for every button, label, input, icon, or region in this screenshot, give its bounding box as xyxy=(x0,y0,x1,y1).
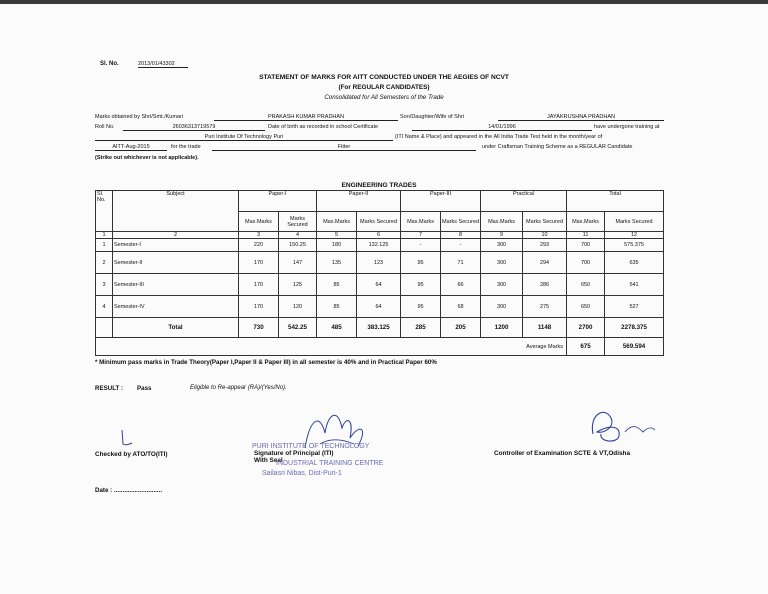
row-sl: 3 xyxy=(96,274,113,296)
marks-table xyxy=(95,190,664,356)
with-seal-label: With Seal xyxy=(254,457,283,464)
marks-secured-header: Marks Secured xyxy=(279,212,317,232)
row-subject: Semester-II xyxy=(113,252,239,274)
row-cell: 95 xyxy=(401,252,441,274)
trade-name: Fitter xyxy=(212,144,476,151)
col-sl-header: Sl. No. xyxy=(96,191,113,232)
table-header-row xyxy=(96,191,664,212)
seal-line-3: Sailasri Nibas, Dist-Puri-1 xyxy=(262,470,342,477)
row-cell: 700 xyxy=(567,252,605,274)
row-cell: 300 xyxy=(481,239,523,252)
total-label: Total xyxy=(113,318,239,338)
seal-line-1: PURI INSTITUTE OF TECHNOLOGY xyxy=(252,443,370,450)
group-practical: Practical xyxy=(481,191,567,212)
max-marks-header: Max.Marks xyxy=(481,212,523,232)
row-cell: - xyxy=(441,239,481,252)
col-number: 1 xyxy=(96,232,113,239)
total-sl-blank xyxy=(96,318,113,338)
group-paper3: Paper-III xyxy=(401,191,481,212)
row-cell: 180 xyxy=(317,239,357,252)
row-cell: 300 xyxy=(481,252,523,274)
row-cell: 170 xyxy=(239,296,279,318)
sl-no-label: Sl. No. xyxy=(100,61,119,67)
row-cell: 220 xyxy=(239,239,279,252)
total-cell: 383.125 xyxy=(357,318,401,338)
dob-label: Date of birth as recorded in school Certificate xyxy=(268,124,379,130)
strike-note: (Strike out whichever is not applicable). xyxy=(95,155,199,161)
sl-no-value: 2013/01/43302 xyxy=(138,61,188,68)
col-subject-header: Subject xyxy=(113,191,239,232)
marks-secured-header: Marks Secured xyxy=(357,212,401,232)
row-cell: 64 xyxy=(357,274,401,296)
col-number: 11 xyxy=(567,232,605,239)
row-cell: 575.375 xyxy=(605,239,664,252)
max-marks-header: Max.Marks xyxy=(317,212,357,232)
row-subject: Semester-IV xyxy=(113,296,239,318)
institute-name: Puri Institute Of Technology Puri xyxy=(95,134,393,141)
training-label: have undergone training at xyxy=(594,124,660,130)
row-cell: 132.125 xyxy=(357,239,401,252)
row-cell: 170 xyxy=(239,252,279,274)
scheme-label: under Craftsman Training Scheme as a REGULAR Candidate xyxy=(482,144,633,150)
row-cell: 125 xyxy=(279,274,317,296)
dob-value: 14/01/1996 xyxy=(412,124,592,131)
row-cell: 85 xyxy=(317,296,357,318)
row-cell: 527 xyxy=(605,296,664,318)
document-subtitle: (For REGULAR CANDIDATES) xyxy=(338,84,430,91)
max-marks-header: Max.Marks xyxy=(567,212,605,232)
eligible-note: Eligible to Re-appear (RA)/(Yes/No). xyxy=(190,385,287,391)
average-label: Average Marks xyxy=(96,338,567,356)
row-cell: 66 xyxy=(441,274,481,296)
row-cell: 635 xyxy=(605,252,664,274)
row-cell: 700 xyxy=(567,239,605,252)
col-number: 2 xyxy=(113,232,239,239)
roll-no-label: Roll No. xyxy=(95,124,115,130)
row-subject: Semester-III xyxy=(113,274,239,296)
col-number: 8 xyxy=(441,232,481,239)
row-cell: 71 xyxy=(441,252,481,274)
average-secured: 569.594 xyxy=(605,338,664,356)
exam-session: AITT-Aug-2015 xyxy=(95,144,167,151)
total-cell: 1148 xyxy=(523,318,567,338)
son-of-label: Son/Daughter/Wife of Shri xyxy=(400,114,464,120)
total-row xyxy=(96,318,664,338)
group-paper1: Paper-I xyxy=(239,191,317,212)
total-cell: 485 xyxy=(317,318,357,338)
row-cell: 286 xyxy=(523,274,567,296)
average-row xyxy=(96,338,664,356)
father-name: JAYAKRUSHNA PRADHAN xyxy=(498,114,664,121)
table-row xyxy=(96,252,664,274)
row-cell: 64 xyxy=(357,296,401,318)
table-row xyxy=(96,274,664,296)
group-paper2: Paper-II xyxy=(317,191,401,212)
row-subject: Semester-I xyxy=(113,239,239,252)
min-pass-note: * Minimum pass marks in Trade Theory(Paper I,Paper II & Paper III) in all semester is 40% and in Practical Paper 60% xyxy=(95,359,437,366)
roll-no: 26036313719579 xyxy=(123,124,265,131)
controller-signature xyxy=(585,404,675,449)
row-cell: 147 xyxy=(279,252,317,274)
result-label: RESULT : xyxy=(95,385,124,392)
row-sl: 2 xyxy=(96,252,113,274)
total-cell: 730 xyxy=(239,318,279,338)
col-number: 12 xyxy=(605,232,664,239)
marks-secured-header: Marks Secured xyxy=(605,212,664,232)
row-cell: 650 xyxy=(567,274,605,296)
candidate-name: PRAKASH KUMAR PRADHAN xyxy=(214,114,398,121)
marks-obtained-label: Marks obtained by Shri/Smt./Kumari xyxy=(95,114,184,120)
row-sl: 4 xyxy=(96,296,113,318)
row-cell: 293 xyxy=(523,239,567,252)
iti-label: (ITI Name & Place) and appeared in the All India Trade Test held in the month/year of xyxy=(395,134,603,140)
date-label: Date : ............................ xyxy=(95,487,163,494)
row-cell: 294 xyxy=(523,252,567,274)
table-row xyxy=(96,239,664,252)
col-number: 3 xyxy=(239,232,279,239)
total-cell: 285 xyxy=(401,318,441,338)
row-cell: 135 xyxy=(317,252,357,274)
col-number: 10 xyxy=(523,232,567,239)
row-cell: - xyxy=(401,239,441,252)
col-number: 5 xyxy=(317,232,357,239)
total-cell: 2278.375 xyxy=(605,318,664,338)
max-marks-header: Max.Marks xyxy=(239,212,279,232)
section-title: ENGINEERING TRADES xyxy=(341,182,417,189)
table-row xyxy=(96,296,664,318)
controller-label: Controller of Examination SCTE & VT,Odisha xyxy=(494,450,630,457)
result-value: Pass xyxy=(137,385,152,392)
row-cell: 95 xyxy=(401,296,441,318)
row-cell: 275 xyxy=(523,296,567,318)
ato-signature xyxy=(112,428,142,450)
col-number: 9 xyxy=(481,232,523,239)
col-number: 4 xyxy=(279,232,317,239)
marks-statement-sheet xyxy=(0,4,768,594)
row-cell: 300 xyxy=(481,296,523,318)
row-cell: 95 xyxy=(401,274,441,296)
row-sl: 1 xyxy=(96,239,113,252)
row-cell: 650 xyxy=(567,296,605,318)
row-cell: 120 xyxy=(279,296,317,318)
row-cell: 85 xyxy=(317,274,357,296)
document-title: STATEMENT OF MARKS FOR AITT CONDUCTED UNDER THE AEGIES OF NCVT xyxy=(259,74,509,81)
marks-secured-header: Marks Secured xyxy=(441,212,481,232)
total-cell: 2700 xyxy=(567,318,605,338)
row-cell: 541 xyxy=(605,274,664,296)
total-cell: 1200 xyxy=(481,318,523,338)
total-cell: 205 xyxy=(441,318,481,338)
row-cell: 68 xyxy=(441,296,481,318)
column-number-row xyxy=(96,232,664,239)
checked-by-label: Checked by ATO/TO(ITI) xyxy=(95,451,168,458)
row-cell: 170 xyxy=(239,274,279,296)
group-total: Total xyxy=(567,191,664,212)
row-cell: 300 xyxy=(481,274,523,296)
trade-label: for the trade xyxy=(171,144,201,150)
total-cell: 542.25 xyxy=(279,318,317,338)
col-number: 7 xyxy=(401,232,441,239)
average-max: 675 xyxy=(567,338,605,356)
row-cell: 150.25 xyxy=(279,239,317,252)
seal-line-2: INDUSTRIAL TRAINING CENTRE xyxy=(276,460,384,467)
max-marks-header: Max.Marks xyxy=(401,212,441,232)
row-cell: 123 xyxy=(357,252,401,274)
col-number: 6 xyxy=(357,232,401,239)
consolidated-note: Consolidated for All Semesters of the Trade xyxy=(324,94,444,101)
marks-secured-header: Marks Secured xyxy=(523,212,567,232)
principal-signature-label: Signature of Principal (ITI) xyxy=(254,450,334,457)
